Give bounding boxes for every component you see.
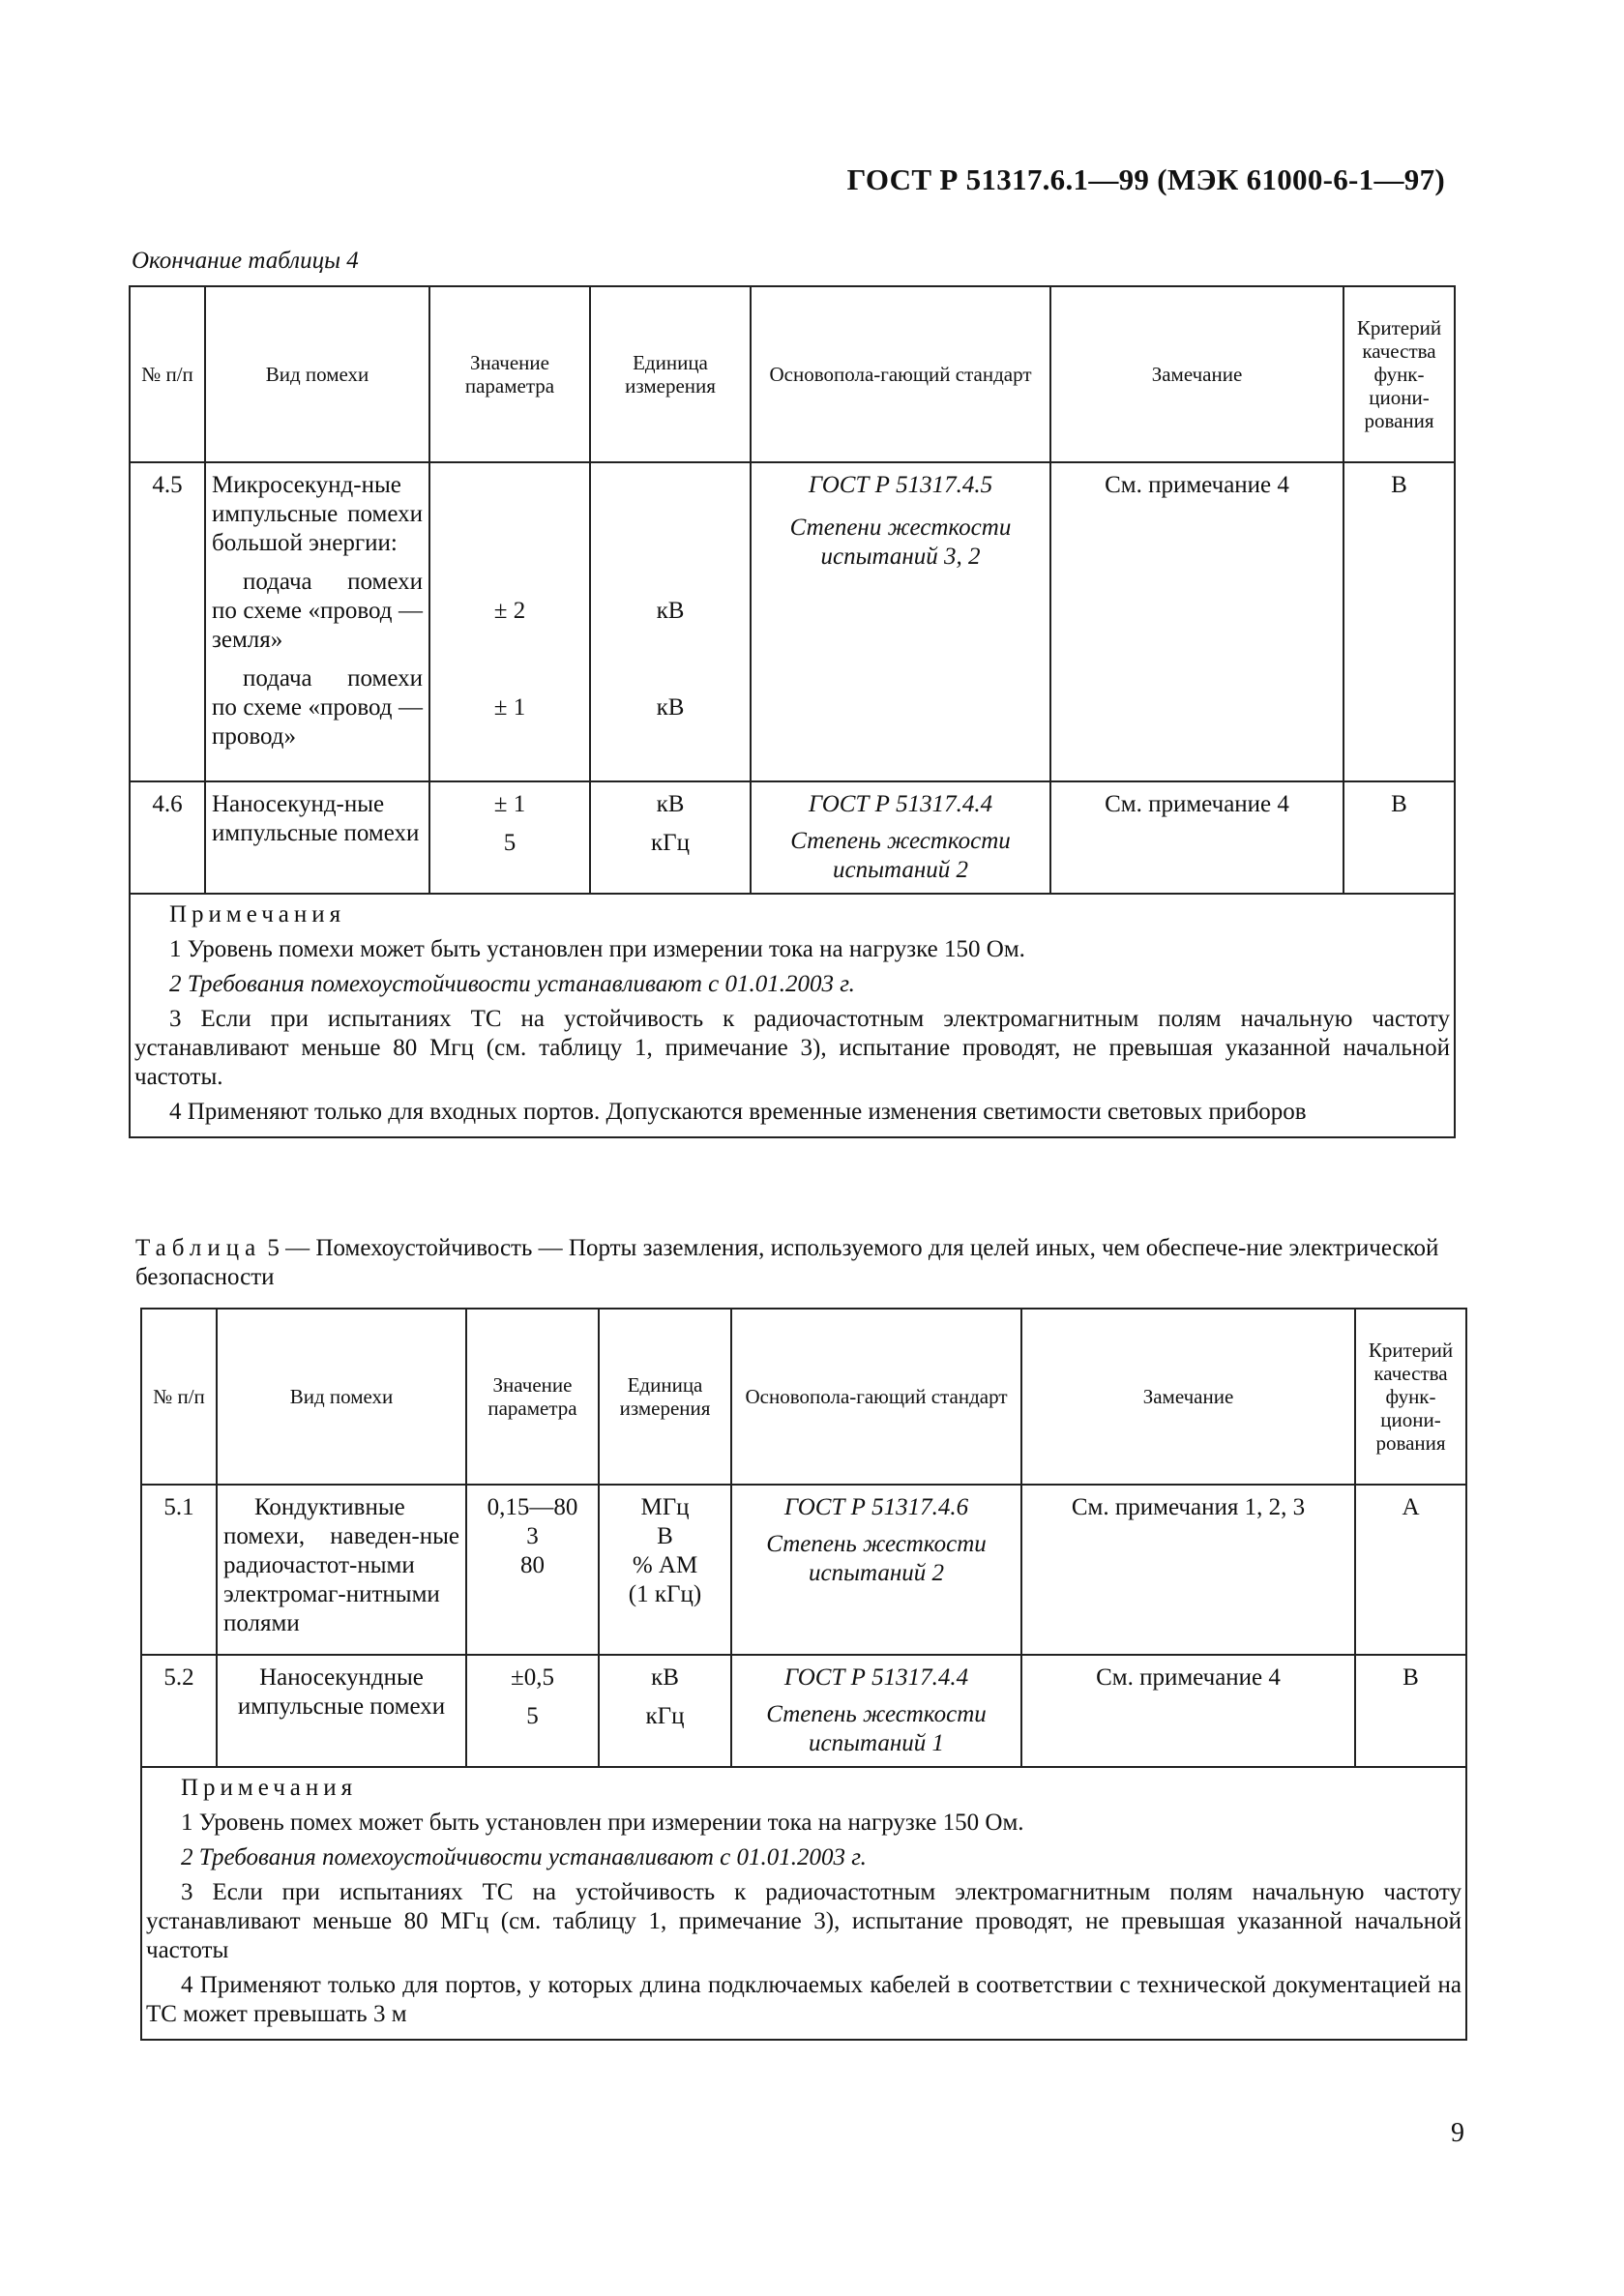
row-value-2: 5 [503, 830, 517, 856]
row-remark: См. примечание 4 [1050, 462, 1343, 781]
notes-title: Примечания [181, 1775, 358, 1801]
row-standard [731, 1655, 1021, 1767]
col-header-unit: Единица измерения [590, 286, 751, 462]
table4-header-row [130, 286, 1455, 462]
col-header-criterion: Критерий качества функ-циони-рования [1343, 286, 1455, 462]
row-unit-1: кВ [651, 1664, 679, 1691]
row-num: 5.1 [141, 1485, 217, 1655]
row-value-2: 5 [526, 1703, 539, 1729]
row-standard-name: ГОСТ Р 51317.4.4 [783, 1664, 969, 1691]
row-value-3: 80 [520, 1552, 545, 1578]
col-header-value: Значение параметра [466, 1309, 599, 1485]
col-header-criterion: Критерий качества функ-циони-рования [1355, 1309, 1466, 1485]
col-header-num: № п/п [130, 286, 205, 462]
col-header-type: Вид помехи [205, 286, 429, 462]
row-unit [590, 781, 751, 894]
row-value-1: 0,15—80 [487, 1494, 578, 1520]
row-standard-detail: Степень жесткости испытаний 2 [790, 828, 1011, 883]
col-header-remark: Замечание [1021, 1309, 1355, 1485]
table5-header-row [141, 1309, 1466, 1485]
row-standard-name: ГОСТ Р 51317.4.4 [808, 791, 993, 817]
row-unit-2: кГц [645, 1703, 685, 1729]
col-header-standard: Основопола-гающий стандарт [751, 286, 1050, 462]
row-standard-name: ГОСТ Р 51317.4.5 [808, 472, 993, 498]
row-unit [599, 1485, 731, 1655]
row-unit-1: кВ [656, 598, 685, 624]
table5-notes-row [141, 1767, 1466, 2040]
row-unit-1: МГц [640, 1494, 690, 1520]
row-standard-name: ГОСТ Р 51317.4.6 [783, 1494, 969, 1520]
row-standard [751, 462, 1050, 781]
row-type-sub1: подача помехи по схеме «провод — земля» [212, 569, 423, 653]
row-num: 4.6 [130, 781, 205, 894]
row-unit-2: кГц [651, 830, 690, 856]
notes-title: Примечания [169, 901, 346, 927]
col-header-num: № п/п [141, 1309, 217, 1485]
table-row [130, 781, 1455, 894]
row-remark: См. примечания 1, 2, 3 [1021, 1485, 1355, 1655]
note-3: 3 Если при испытаниях ТС на устойчивость к радиочастотным электромагнитным полям начальную частоту устанавливают меньше 80 Мгц (см. таблицу 1, примечание 3), испытание проводят, не превышая указанной начальной частоты. [134, 1006, 1450, 1090]
table-row [130, 462, 1455, 781]
row-type-sub2: подача помехи по схеме «провод — провод» [212, 665, 423, 750]
row-value [429, 781, 590, 894]
row-value-1: ± 1 [493, 791, 526, 817]
table4-caption: Окончание таблицы 4 [132, 248, 359, 274]
note-1: 1 Уровень помех может быть установлен при измерении тока на нагрузке 150 Ом. [181, 1810, 1024, 1836]
note-2: 2 Требования помехоустойчивости устанавливают с 01.01.2003 г. [181, 1844, 867, 1870]
table5-caption [135, 1234, 1461, 1292]
row-num: 4.5 [130, 462, 205, 781]
row-criterion: В [1343, 781, 1455, 894]
row-type [205, 462, 429, 781]
row-standard-detail: Степень жесткости испытаний 2 [766, 1531, 987, 1586]
row-standard [751, 781, 1050, 894]
table-5 [140, 1308, 1467, 2041]
row-unit-3: % АМ [632, 1552, 698, 1578]
row-value-1: ±0,5 [511, 1664, 554, 1691]
col-header-value: Значение параметра [429, 286, 590, 462]
row-unit-2: В [657, 1523, 673, 1549]
row-value [466, 1485, 599, 1655]
row-criterion: В [1355, 1655, 1466, 1767]
row-value-2: 3 [526, 1523, 539, 1549]
page-number: 9 [1451, 2118, 1464, 2148]
row-num: 5.2 [141, 1655, 217, 1767]
row-value-2: ± 1 [493, 694, 526, 721]
col-header-type: Вид помехи [217, 1309, 466, 1485]
col-header-standard: Основопола-гающий стандарт [731, 1309, 1021, 1485]
row-standard-detail: Степень жесткости испытаний 1 [766, 1701, 987, 1756]
table-4 [129, 285, 1456, 1138]
row-type: Кондуктивные помехи, наведен-ные радиочастот-ными электромаг-нитными полями [217, 1485, 466, 1655]
row-unit-2: кВ [656, 694, 685, 721]
row-value [429, 462, 590, 781]
row-unit-1: кВ [656, 791, 685, 817]
table5-caption-label: Таблица [135, 1235, 262, 1261]
table4-notes-row [130, 894, 1455, 1137]
col-header-remark: Замечание [1050, 286, 1343, 462]
table4-notes [130, 894, 1455, 1137]
row-unit [599, 1655, 731, 1767]
table-row [141, 1485, 1466, 1655]
row-criterion: В [1343, 462, 1455, 781]
note-3: 3 Если при испытаниях ТС на устойчивость к радиочастотным электромагнитным полям начальную частоту устанавливают меньше 80 МГц (см. таблицу 1, примечание 3), испытание проводят, не превышая указанной начальной частоты [146, 1879, 1462, 1963]
row-type: Наносекундные импульсные помехи [217, 1655, 466, 1767]
row-unit-4: (1 кГц) [628, 1581, 702, 1607]
document-header: ГОСТ Р 51317.6.1—99 (МЭК 61000-6-1—97) [846, 162, 1445, 196]
row-remark: См. примечание 4 [1050, 781, 1343, 894]
row-criterion: А [1355, 1485, 1466, 1655]
row-remark: См. примечание 4 [1021, 1655, 1355, 1767]
row-unit [590, 462, 751, 781]
row-value-1: ± 2 [493, 598, 526, 624]
row-standard [731, 1485, 1021, 1655]
row-type-main: Микросекунд-ные импульсные помехи большой энергии: [212, 472, 423, 556]
table-row [141, 1655, 1466, 1767]
note-4: 4 Применяют только для входных портов. Допускаются временные изменения светимости световых приборов [169, 1099, 1307, 1125]
table5-notes [141, 1767, 1466, 2040]
note-2: 2 Требования помехоустойчивости устанавливают с 01.01.2003 г. [169, 971, 855, 997]
table5-caption-text: 5 — Помехоустойчивость — Порты заземления, используемого для целей иных, чем обеспече-ние электрической безопасности [135, 1235, 1439, 1290]
row-value [466, 1655, 599, 1767]
row-standard-detail: Степени жесткости испытаний 3, 2 [789, 515, 1012, 570]
col-header-unit: Единица измерения [599, 1309, 731, 1485]
note-4: 4 Применяют только для портов, у которых длина подключаемых кабелей в соответствии с технической документацией на ТС может превышать 3 м [146, 1972, 1462, 2027]
row-type: Наносекунд-ные импульсные помехи [205, 781, 429, 894]
note-1: 1 Уровень помехи может быть установлен при измерении тока на нагрузке 150 Ом. [169, 936, 1025, 962]
